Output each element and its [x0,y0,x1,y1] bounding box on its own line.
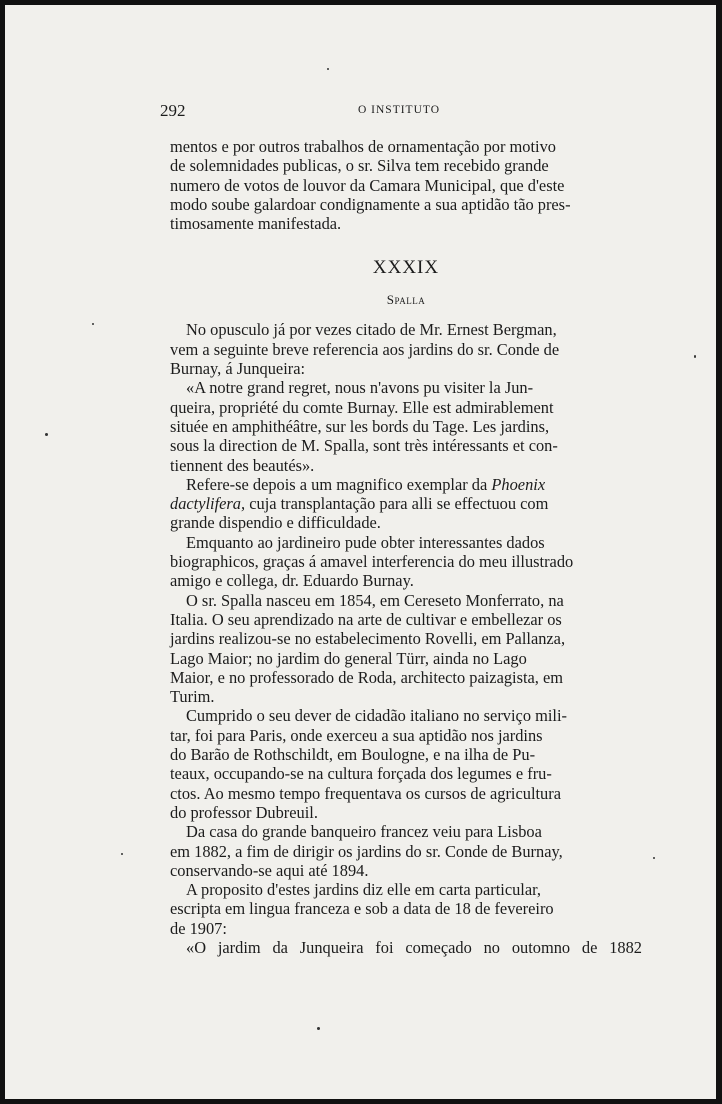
text-line: Refere-se depois a um magnifico exemplar da [186,474,488,494]
running-title: O INSTITUTO [357,104,441,116]
paragraph [170,706,642,822]
text-line: sous la direction de M. Spalla, sont très intéressants et con- [170,436,558,456]
text-line: A proposito d'estes jardins diz elle em carta particular, [186,880,542,900]
text-line: Lago Maior; no jardim do general Türr, ainda no Lago [170,648,527,668]
paragraph [170,320,642,378]
paragraph [170,533,642,591]
chapter-title: Spalla [386,292,426,308]
text-line: conservando-se aqui até 1894. [170,860,369,880]
text-line: No opusculo já por vezes citado de Mr. Ernest Bergman, [186,320,557,340]
text-line: de 1907: [170,918,227,938]
species-name: dactylifera, [170,494,246,514]
text-line: tar, foi para Paris, onde exerceu a sua aptidão nos jardins [170,725,543,745]
text-line: «O jardim da Junqueira foi começado no outomno de 1882 [186,937,642,957]
text-line: Maior, e no professorado de Roda, architecto paizagista, em [170,667,564,687]
text-line: amigo e collega, dr. Eduardo Burnay. [170,571,414,591]
paragraph [170,591,642,707]
paragraph [170,475,642,533]
text-line: modo soube galardoar condignamente a sua aptidão tão pres- [170,194,571,214]
text-line: O sr. Spalla nasceu em 1854, em Cereseto Monferrato, na [186,590,564,610]
text-line: em 1882, a fim de dirigir os jardins do sr. Conde de Burnay, [170,841,563,861]
text-line: Italia. O seu aprendizado na arte de cultivar e embellezar os [170,609,562,629]
paper-speck [121,853,123,855]
paragraph-continuation [170,137,642,233]
text-line: numero de votos de louvor da Camara Municipal, que d'este [170,175,565,195]
paper-speck [317,1027,320,1030]
text-line: mentos e por outros trabalhos de ornamentação por motivo [170,137,556,156]
paper-speck [327,68,329,70]
text-line: Da casa do grande banqueiro francez veiu para Lisboa [186,822,542,842]
text-line: do professor Dubreuil. [170,802,318,822]
text-line: biographicos, graças á amavel interferencia do meu illustrado [170,552,574,572]
text-line: ctos. Ao mesmo tempo frequentava os cursos de agricultura [170,783,561,803]
text-line: Burnay, á Junqueira: [170,359,306,379]
text-line: teaux, occupando-se na cultura forçada dos legumes e fru- [170,764,552,784]
text-line: do Barão de Rothschildt, em Boulogne, e na ilha de Pu- [170,745,536,765]
text-line: Turim. [170,687,215,707]
paper-speck [653,857,655,859]
paper-speck [92,323,94,325]
text-line: cuja transplantação para alli se effectuou com [249,494,549,514]
text-line: «A notre grand regret, nous n'avons pu visiter la Jun- [186,378,534,398]
text-line: grande dispendio e difficuldade. [170,513,381,533]
paragraph [170,822,642,880]
paper-speck [694,355,696,358]
quote-paragraph [170,378,642,474]
text-line: Emquanto ao jardineiro pude obter interessantes dados [186,532,545,552]
text-block [170,137,642,957]
paragraph [170,880,642,938]
text-line: située en amphithéâtre, sur les bords du Tage. Les jardins, [170,416,550,436]
text-line: de solemnidades publicas, o sr. Silva tem recebido grande [170,156,549,176]
text-line: queira, propriété du comte Burnay. Elle est admirablement [170,397,554,417]
species-name: Phoenix [491,474,546,494]
page-header [160,101,638,123]
text-line: jardins realizou-se no estabelecimento Rovelli, em Pallanza, [170,629,566,649]
text-line: timosamente manifestada. [170,214,342,234]
text-line: Cumprido o seu dever de cidadão italiano no serviço mili- [186,706,567,726]
text-line: escripta em lingua franceza e sob a data de 18 de fevereiro [170,899,554,919]
page-number: 292 [160,101,186,120]
paper-speck [45,433,48,436]
quote-paragraph [170,938,642,957]
chapter-number: XXXIX [372,257,440,279]
text-line: vem a seguinte breve referencia aos jardins do sr. Conde de [170,339,560,359]
text-line: tiennent des beautés». [170,455,315,475]
